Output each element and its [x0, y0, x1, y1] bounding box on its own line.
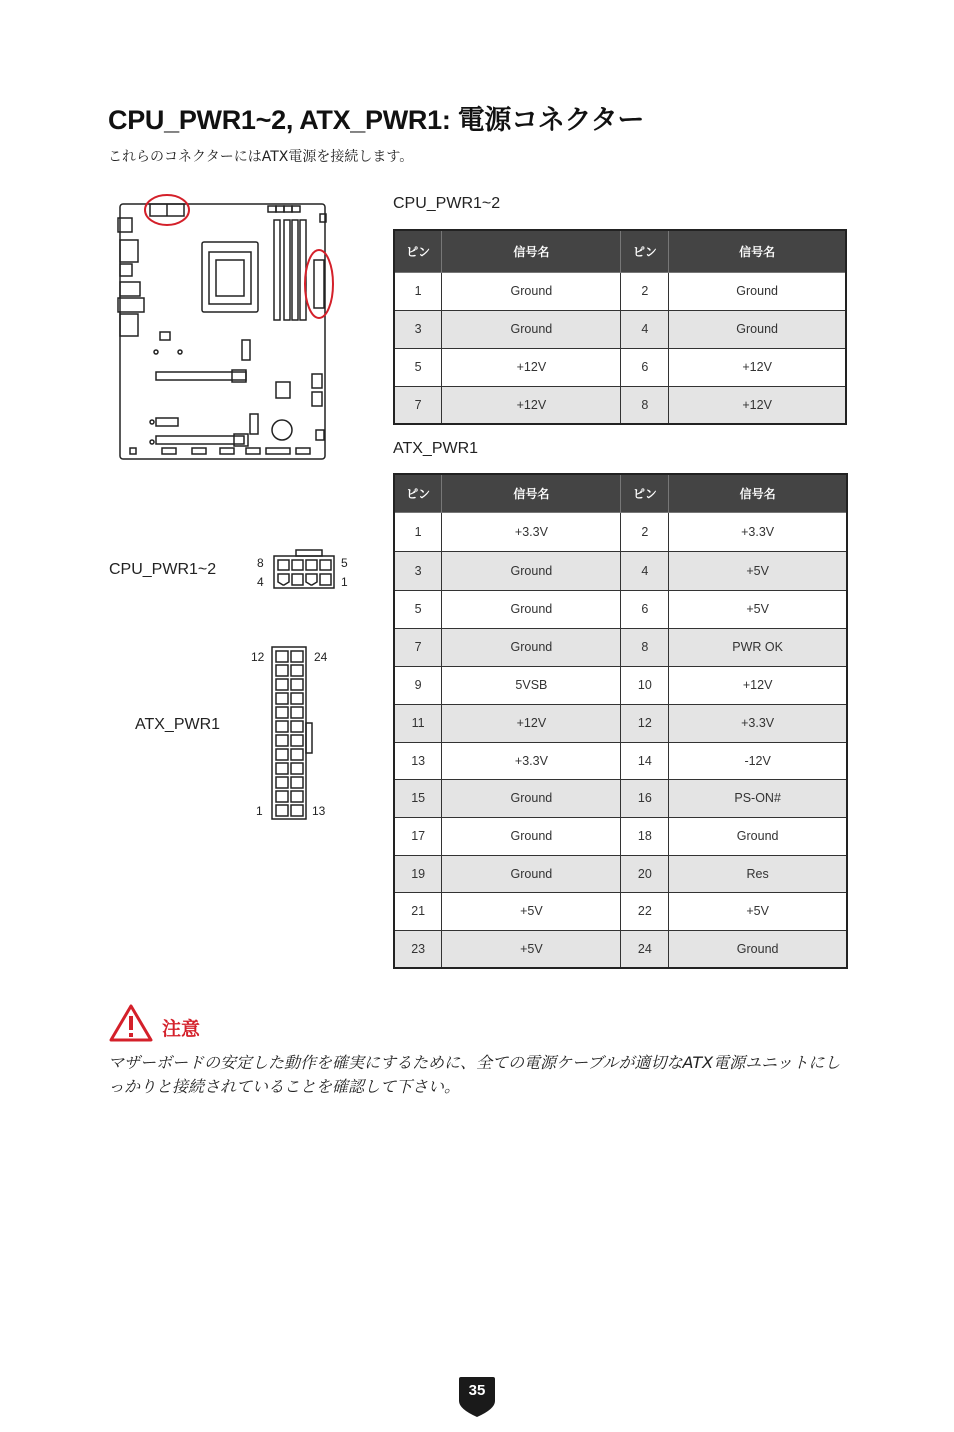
pin-cell: 6	[621, 590, 669, 628]
pin-cell: 12	[621, 704, 669, 742]
pin-cell: 8	[621, 628, 669, 666]
pin-cell: 24	[621, 930, 669, 968]
pin-cell: 17	[394, 817, 442, 855]
table-row	[394, 930, 847, 968]
signal-cell: +5V	[669, 590, 847, 628]
pin-cell: 22	[621, 892, 669, 930]
table-row	[394, 666, 847, 704]
pin-cell: 23	[394, 930, 442, 968]
atx-pin	[276, 707, 288, 718]
atx-pin	[276, 651, 288, 662]
signal-cell: +3.3V	[442, 742, 621, 779]
pin-cell: 20	[621, 855, 669, 892]
table-row	[394, 310, 846, 348]
pin-label: 5	[341, 556, 348, 570]
atx-pin	[291, 679, 303, 690]
pin-cell: 19	[394, 855, 442, 892]
signal-cell: -12V	[669, 742, 847, 779]
pin-cell: 10	[621, 666, 669, 704]
pin-cell: 2	[621, 512, 669, 551]
pin-cell: 8	[621, 386, 669, 424]
pin-cell: 1	[394, 512, 442, 551]
signal-cell: Ground	[669, 272, 846, 310]
atx-connector-diagram	[270, 645, 322, 821]
page-title: CPU_PWR1~2, ATX_PWR1: 電源コネクター	[108, 105, 645, 135]
signal-cell: Ground	[669, 817, 847, 855]
pin-label: 12	[251, 650, 265, 664]
atx-pin	[291, 665, 303, 676]
signal-cell: +3.3V	[669, 704, 847, 742]
atx-pin	[276, 679, 288, 690]
header-signal: 信号名	[669, 230, 846, 272]
signal-cell: Ground	[669, 930, 847, 968]
signal-cell: +12V	[442, 348, 621, 386]
table-row	[394, 892, 847, 930]
pin-label: 13	[312, 804, 326, 818]
atx-pin	[276, 791, 288, 802]
atx-pin	[291, 721, 303, 732]
signal-cell: Res	[669, 855, 847, 892]
pin-cell: 5	[394, 590, 442, 628]
signal-cell: PWR OK	[669, 628, 847, 666]
cpu-pin-table	[393, 229, 847, 425]
pin-cell: 11	[394, 704, 442, 742]
signal-cell: Ground	[442, 590, 621, 628]
atx-pin	[291, 693, 303, 704]
table-row	[394, 779, 847, 817]
signal-cell: PS-ON#	[669, 779, 847, 817]
signal-cell: Ground	[669, 310, 846, 348]
pin-label: 24	[314, 650, 328, 664]
motherboard-diagram	[116, 190, 338, 466]
pin-cell: 18	[621, 817, 669, 855]
atx-pin	[276, 693, 288, 704]
table-row	[394, 628, 847, 666]
signal-cell: Ground	[442, 628, 621, 666]
pin-cell: 3	[394, 310, 442, 348]
atx-table-label: ATX_PWR1	[393, 440, 479, 457]
signal-cell: +12V	[442, 386, 621, 424]
page-number: 35	[468, 1382, 486, 1399]
header-pin: ピン	[621, 230, 669, 272]
header-signal: 信号名	[669, 474, 847, 512]
pin-cell: 16	[621, 779, 669, 817]
pin-label: 1	[256, 804, 263, 818]
atx-pin	[291, 763, 303, 774]
table-row	[394, 817, 847, 855]
table-row	[394, 386, 846, 424]
signal-cell: +12V	[442, 704, 621, 742]
table-row	[394, 272, 846, 310]
header-pin: ピン	[394, 230, 442, 272]
signal-cell: Ground	[442, 272, 621, 310]
header-pin: ピン	[394, 474, 442, 512]
pin-cell: 1	[394, 272, 442, 310]
pin-cell: 2	[621, 272, 669, 310]
atx-pin	[276, 805, 288, 816]
pin-cell: 4	[621, 310, 669, 348]
signal-cell: Ground	[442, 551, 621, 590]
signal-cell: Ground	[442, 817, 621, 855]
atx-pin	[291, 805, 303, 816]
caution-title: 注意	[162, 1018, 201, 1040]
signal-cell: +12V	[669, 386, 846, 424]
header-signal: 信号名	[442, 474, 621, 512]
signal-cell: +3.3V	[669, 512, 847, 551]
table-row	[394, 742, 847, 779]
signal-cell: Ground	[442, 779, 621, 817]
signal-cell: +12V	[669, 666, 847, 704]
pin-cell: 5	[394, 348, 442, 386]
atx-pin	[276, 777, 288, 788]
atx-pin	[276, 763, 288, 774]
pin-label: 4	[257, 575, 264, 589]
signal-cell: +5V	[442, 930, 621, 968]
pin-cell: 9	[394, 666, 442, 704]
atx-pin	[291, 707, 303, 718]
pin-label: 1	[341, 575, 348, 589]
pin-cell: 21	[394, 892, 442, 930]
cpu-table-label: CPU_PWR1~2	[393, 195, 501, 212]
signal-cell: +5V	[669, 551, 847, 590]
pin-cell: 15	[394, 779, 442, 817]
signal-cell: +5V	[442, 892, 621, 930]
cpu-connector-label: CPU_PWR1~2	[109, 561, 217, 578]
signal-cell: 5VSB	[442, 666, 621, 704]
atx-pin	[291, 749, 303, 760]
table-row	[394, 348, 846, 386]
atx-pin	[291, 651, 303, 662]
table-row	[394, 590, 847, 628]
pin-cell: 7	[394, 628, 442, 666]
atx-connector-label: ATX_PWR1	[135, 716, 221, 733]
atx-pin	[291, 735, 303, 746]
signal-cell: Ground	[442, 855, 621, 892]
atx-pin	[291, 791, 303, 802]
table-row	[394, 704, 847, 742]
atx-pin	[291, 777, 303, 788]
signal-cell: +5V	[669, 892, 847, 930]
table-row	[394, 512, 847, 551]
header-signal: 信号名	[442, 230, 621, 272]
atx-pin	[276, 665, 288, 676]
page-subtitle: これらのコネクターにはATX電源を接続します。	[108, 149, 414, 165]
signal-cell: +12V	[669, 348, 846, 386]
table-row	[394, 551, 847, 590]
pin-cell: 3	[394, 551, 442, 590]
atx-pin	[276, 749, 288, 760]
pin-cell: 4	[621, 551, 669, 590]
header-pin: ピン	[621, 474, 669, 512]
signal-cell: +3.3V	[442, 512, 621, 551]
pin-cell: 14	[621, 742, 669, 779]
pin-cell: 7	[394, 386, 442, 424]
atx-pin-table	[393, 473, 848, 969]
atx-pin	[276, 735, 288, 746]
pin-cell: 6	[621, 348, 669, 386]
signal-cell: Ground	[442, 310, 621, 348]
pin-label: 8	[257, 556, 264, 570]
table-row	[394, 855, 847, 892]
pin-cell: 13	[394, 742, 442, 779]
caution-text: マザーボードの安定した動作を確実にするために、全ての電源ケーブルが適切なATX電源ユニットにしっかりと接続されていることを確認して下さい。	[108, 1053, 841, 1096]
cpu-connector-diagram	[270, 548, 338, 590]
warning-icon	[108, 1003, 154, 1043]
atx-pin	[276, 721, 288, 732]
